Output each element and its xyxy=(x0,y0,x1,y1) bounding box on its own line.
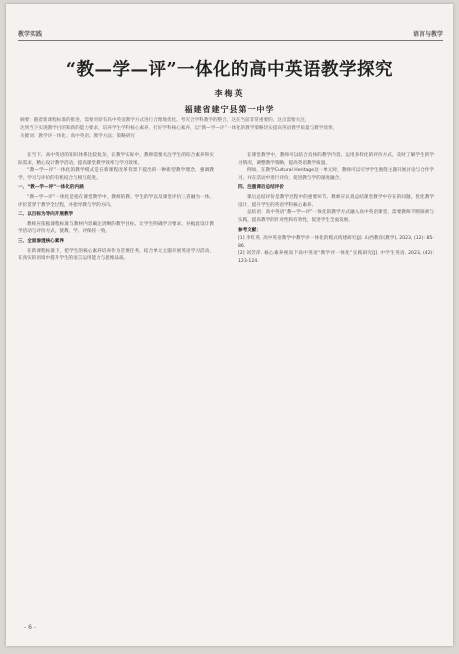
body-paragraph: 课后总结评价是教学过程中的重要环节。教师应认真总结课堂教学中存在的问题，优化教学设计，提升学生的英语学科核心素养。 xyxy=(238,194,434,208)
header-section-left: 教学实践 xyxy=(18,31,43,38)
section-heading: 三、全面渗透核心素养 xyxy=(18,238,64,244)
body-paragraph: “教—学—评”一体化是指在课堂教学中，教师的教、学生的学以及课堂评价三者融为一体，评价贯穿于教学全过程，并指导教与学的方向。 xyxy=(18,194,214,208)
section-heading: 二、以目标为导向开展教学 xyxy=(18,212,74,218)
body-column-left xyxy=(18,152,214,263)
journal-page xyxy=(6,4,453,646)
section-heading: 四、注重课后总结评价 xyxy=(238,185,284,191)
body-paragraph: 在新课程标准下，把学生的核心素养培养作为首要任务，结合单元主题开展英语学习活动，在真实的语境中提升学生的语言运用能力与思维品质。 xyxy=(18,248,214,262)
body-paragraph: 总结语：高中英语“教—学—评”一体化的教学方式融入高中英语课堂，需要教师不断探索与实践，提高教学的针对性和有效性，促进学生全面发展。 xyxy=(238,210,434,223)
page-number: - 6 - xyxy=(24,624,36,631)
section-heading: 一、“教—学—评”一体化的内涵 xyxy=(18,185,84,191)
abstract-line: 达到当下实现教学目的和新的能力要求，培养学生学科核心素养，打好学科核心素养，以“教—学—评”一体化的教学策略切实提高英语教学质量与教学效果， xyxy=(20,126,338,131)
reference-item: [2] 刘芳萍. 核心素养视角下高中英语“教学评一体化”实践研究[J]. 中学生英语, 2023, (42): 123-124. xyxy=(238,251,434,264)
references-heading: 参考文献： xyxy=(238,228,261,234)
abstract-line: 摘要：随着新课程标准的推进，需要对原有高中英语教学方式进行合理地优化。考究合学科教学的整合，这在当前非常重要的，这点需要关注， xyxy=(20,118,310,123)
header-rule xyxy=(18,40,443,41)
body-paragraph: 在当下，高中英语的知识体系比较复杂，在教学实际中，教师需要关注学生的综合素养和实际需求，精心设计教学活动，提高课堂教学效率与学习效果。 xyxy=(18,153,214,166)
header-section-right: 语言与教学 xyxy=(412,31,443,38)
reference-item: [1] 李红英. 高中英语教学中教学评一体化的模式构建研究[J]. 山西教育(教学), 2023, (12): 85-86. xyxy=(238,235,434,249)
body-column-right xyxy=(238,152,434,265)
abstract-block xyxy=(20,117,438,141)
running-header xyxy=(18,26,443,38)
body-paragraph: 例如，在教学Cultural Heritage这一单元时，教师可以引导学生围绕主题开展讨论与合作学习，并在活动中进行评价，促进教与学的深度融合。 xyxy=(238,168,434,181)
body-paragraph: 教师应依据课程标准与教材内容确定清晰的教学目标，让学生明确学习要求，并据此设计教学活动与评价方式，使教、学、评保持一致。 xyxy=(18,221,214,235)
article-title: “教—学—评”一体化的高中英语教学探究 xyxy=(65,60,394,80)
article-author: 李梅英 xyxy=(214,89,245,98)
keywords-line: 关键词：教学评一体化；高中英语；教学方法；策略研究 xyxy=(20,134,135,139)
body-paragraph: “教—学—评”一体化的教学模式是在新课程改革背景下提出的一种新型教学理念，强调教学、学习与评价的有机结合与相互促进。 xyxy=(18,168,214,181)
body-paragraph: 在课堂教学中，教师可以结合具体的教学内容，运用多样化的评价方式，及时了解学生的学习情况，调整教学策略，提高英语教学质量。 xyxy=(238,153,434,166)
author-affiliation: 福建省建宁县第一中学 xyxy=(184,105,275,114)
